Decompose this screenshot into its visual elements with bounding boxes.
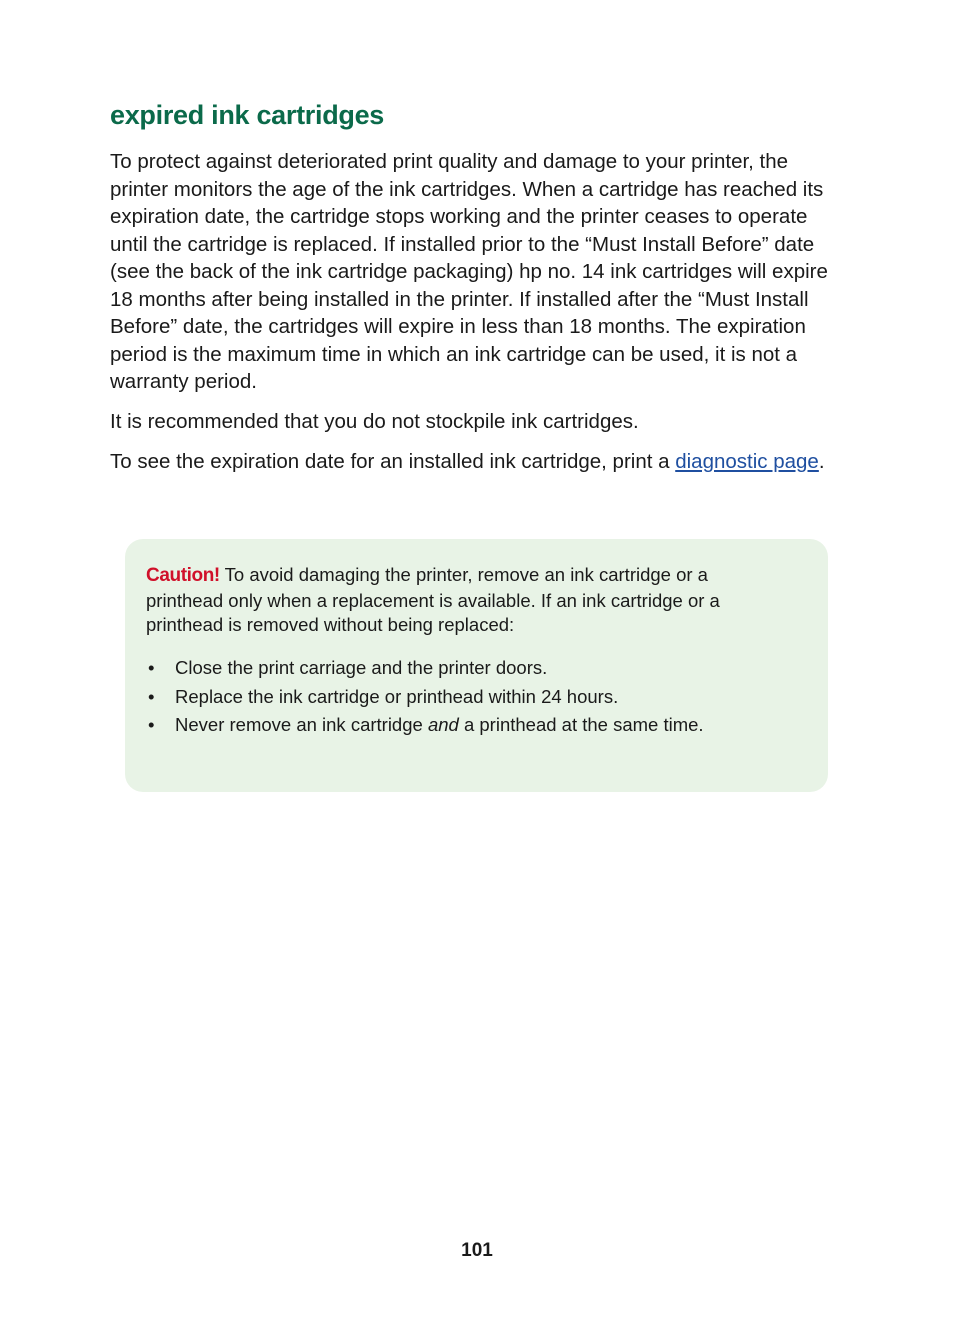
- bullet-icon: •: [148, 685, 155, 707]
- emphasis-text: and: [427, 714, 459, 735]
- list-item-text: Never remove an ink cartridge: [175, 714, 428, 735]
- bullet-icon: •: [148, 657, 155, 678]
- page-number: 101: [461, 1240, 493, 1261]
- list-item: [146, 711, 704, 740]
- list-item-text: a printhead at the same time.: [458, 714, 704, 735]
- list-item: [146, 654, 704, 683]
- stockpile-paragraph: It is recommended that you do not stockpile ink cartridges.: [110, 410, 639, 433]
- diagnostic-paragraph: [110, 448, 845, 476]
- diagnostic-page-link[interactable]: diagnostic page: [675, 450, 819, 473]
- caution-box: [125, 539, 828, 792]
- list-item: [146, 683, 704, 712]
- bullet-icon: •: [148, 714, 155, 735]
- caution-body: To avoid damaging the printer, remove an ink cartridge or a printhead only when a replacement is available. If an ink cartridge or a printhead is removed without being replaced:: [146, 564, 720, 635]
- period: .: [818, 450, 825, 473]
- list-item-text: Replace the ink cartridge or printhead within 24 hours.: [175, 685, 619, 707]
- diagnostic-text: To see the expiration date for an installed ink cartridge, print a: [110, 450, 676, 473]
- caution-list: [146, 654, 704, 740]
- caution-text: [146, 563, 756, 638]
- expiration-paragraph: To protect against deteriorated print quality and damage to your printer, the printer monitors the age of the ink cartridges. When a cartridge has reached its expiration date, the cartridge stops working and the printer ceases to operate until the cartridge is replaced. If installed prior to the “Must Install Before” date (see the back of the ink cartridge packaging) hp no. 14 ink cartridges will expire 18 months after being installed in the printer. If installed after the “Must Install Before” date, the cartridges will expire in less than 18 months. The expiration period is the maximum time in which an ink cartridge can be used, it is not a warranty period.: [110, 150, 828, 393]
- caution-label: Caution!: [146, 565, 220, 586]
- section-heading: expired ink cartridges: [110, 100, 385, 130]
- list-item-text: Close the print carriage and the printer doors.: [175, 657, 548, 678]
